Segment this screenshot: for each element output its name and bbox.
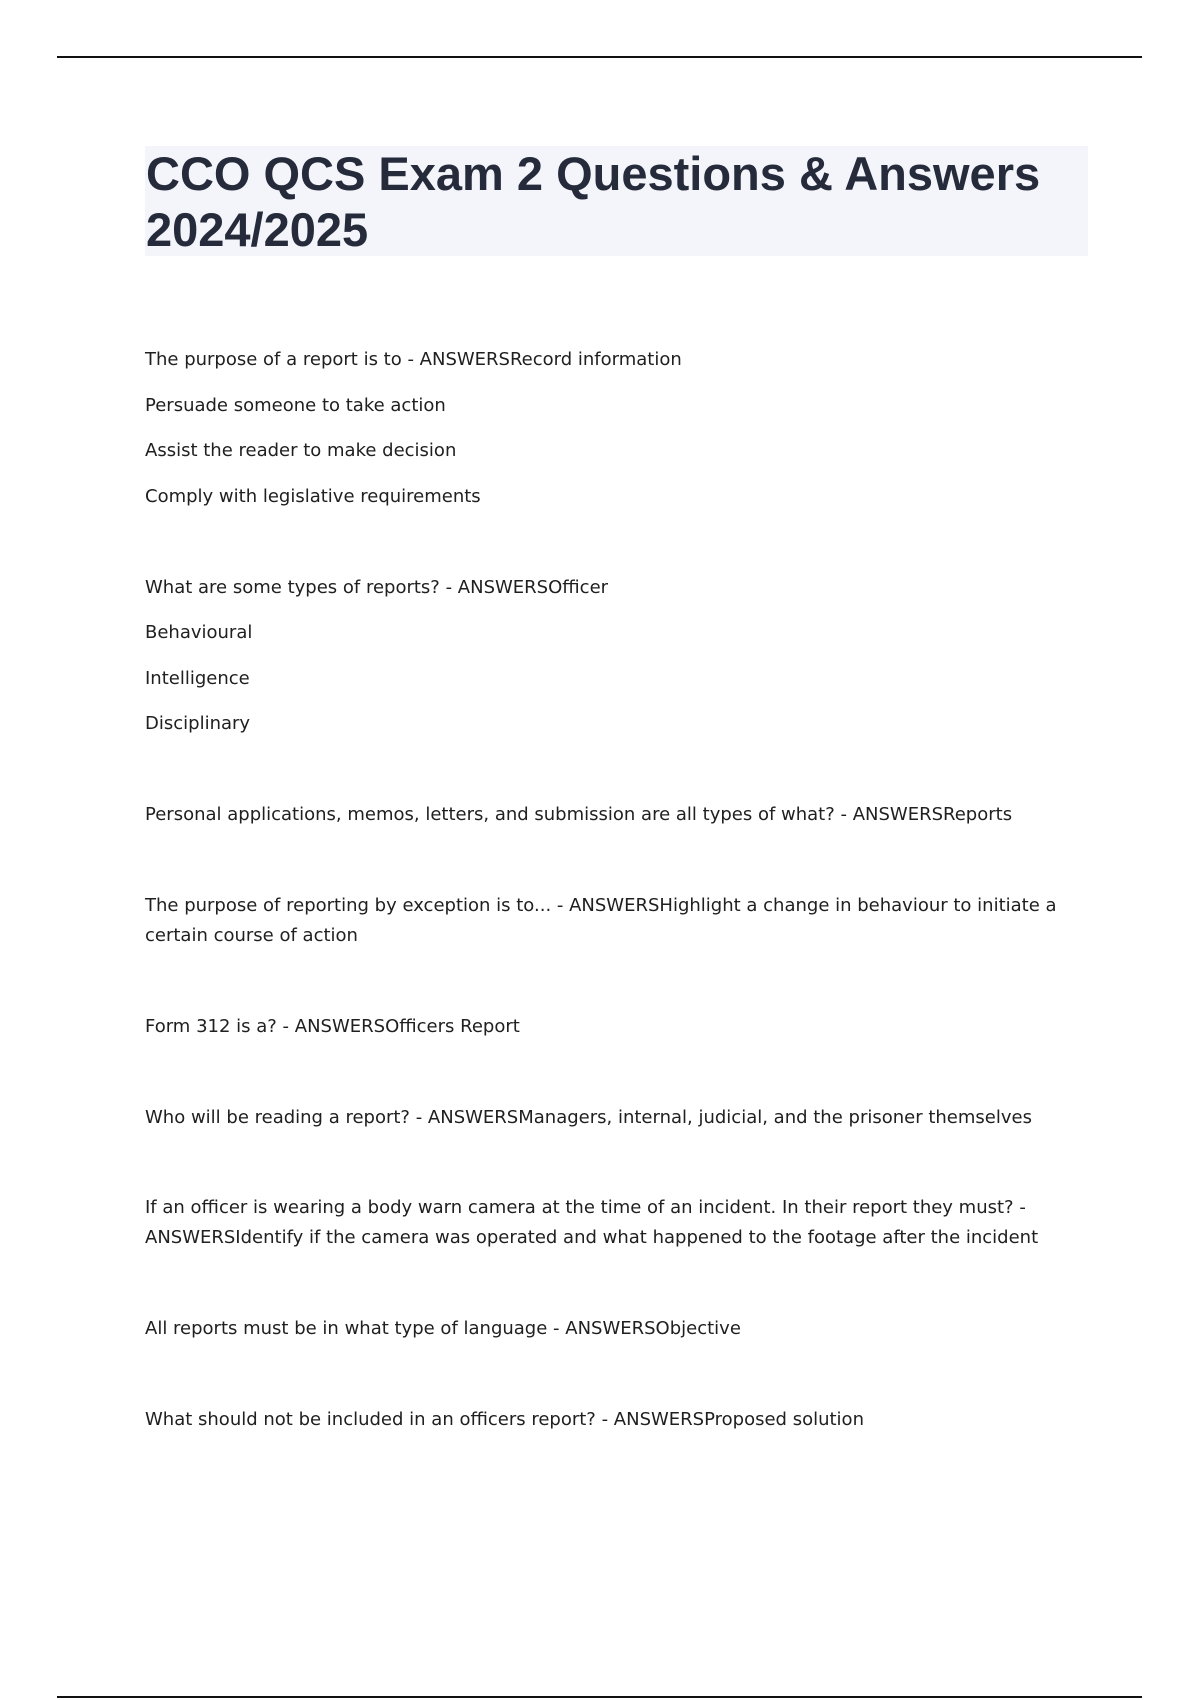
qa-answer-line: Behavioural [145,622,253,643]
header-rule [57,56,1142,58]
qa-answer-line: Intelligence [145,668,250,689]
qa-answer-line: Comply with legislative requirements [145,486,481,507]
footer-rule [57,1696,1142,1698]
page-title: CCO QCS Exam 2 Questions & Answers 2024/2025 [146,147,1041,256]
qa-question-line: What are some types of reports? - ANSWERSOfficer [145,577,609,598]
qa-question-line: If an officer is wearing a body warn camera at the time of an incident. In their report they must? - ANSWERSIdentify if the camera was operated and what happened to the footage after the incident [145,1197,1039,1248]
title-banner [145,146,1088,256]
qa-question-line: Form 312 is a? - ANSWERSOfficers Report [145,1016,520,1037]
qa-question-line: The purpose of a report is to - ANSWERSRecord information [145,349,682,370]
qa-answer-line: Disciplinary [145,713,251,734]
qa-answer-line: Persuade someone to take action [145,395,446,416]
qa-question-line: What should not be included in an officers report? - ANSWERSProposed solution [145,1409,864,1430]
qa-question-line: Personal applications, memos, letters, and submission are all types of what? - ANSWERSReports [145,804,1013,825]
qa-answer-line: Assist the reader to make decision [145,440,457,461]
qa-question-line: All reports must be in what type of language - ANSWERSObjective [145,1318,741,1339]
qa-question-line: The purpose of reporting by exception is to... - ANSWERSHighlight a change in behaviour to initiate a certain course of action [145,895,1057,946]
qa-question-line: Who will be reading a report? - ANSWERSManagers, internal, judicial, and the prisoner themselves [145,1107,1032,1128]
